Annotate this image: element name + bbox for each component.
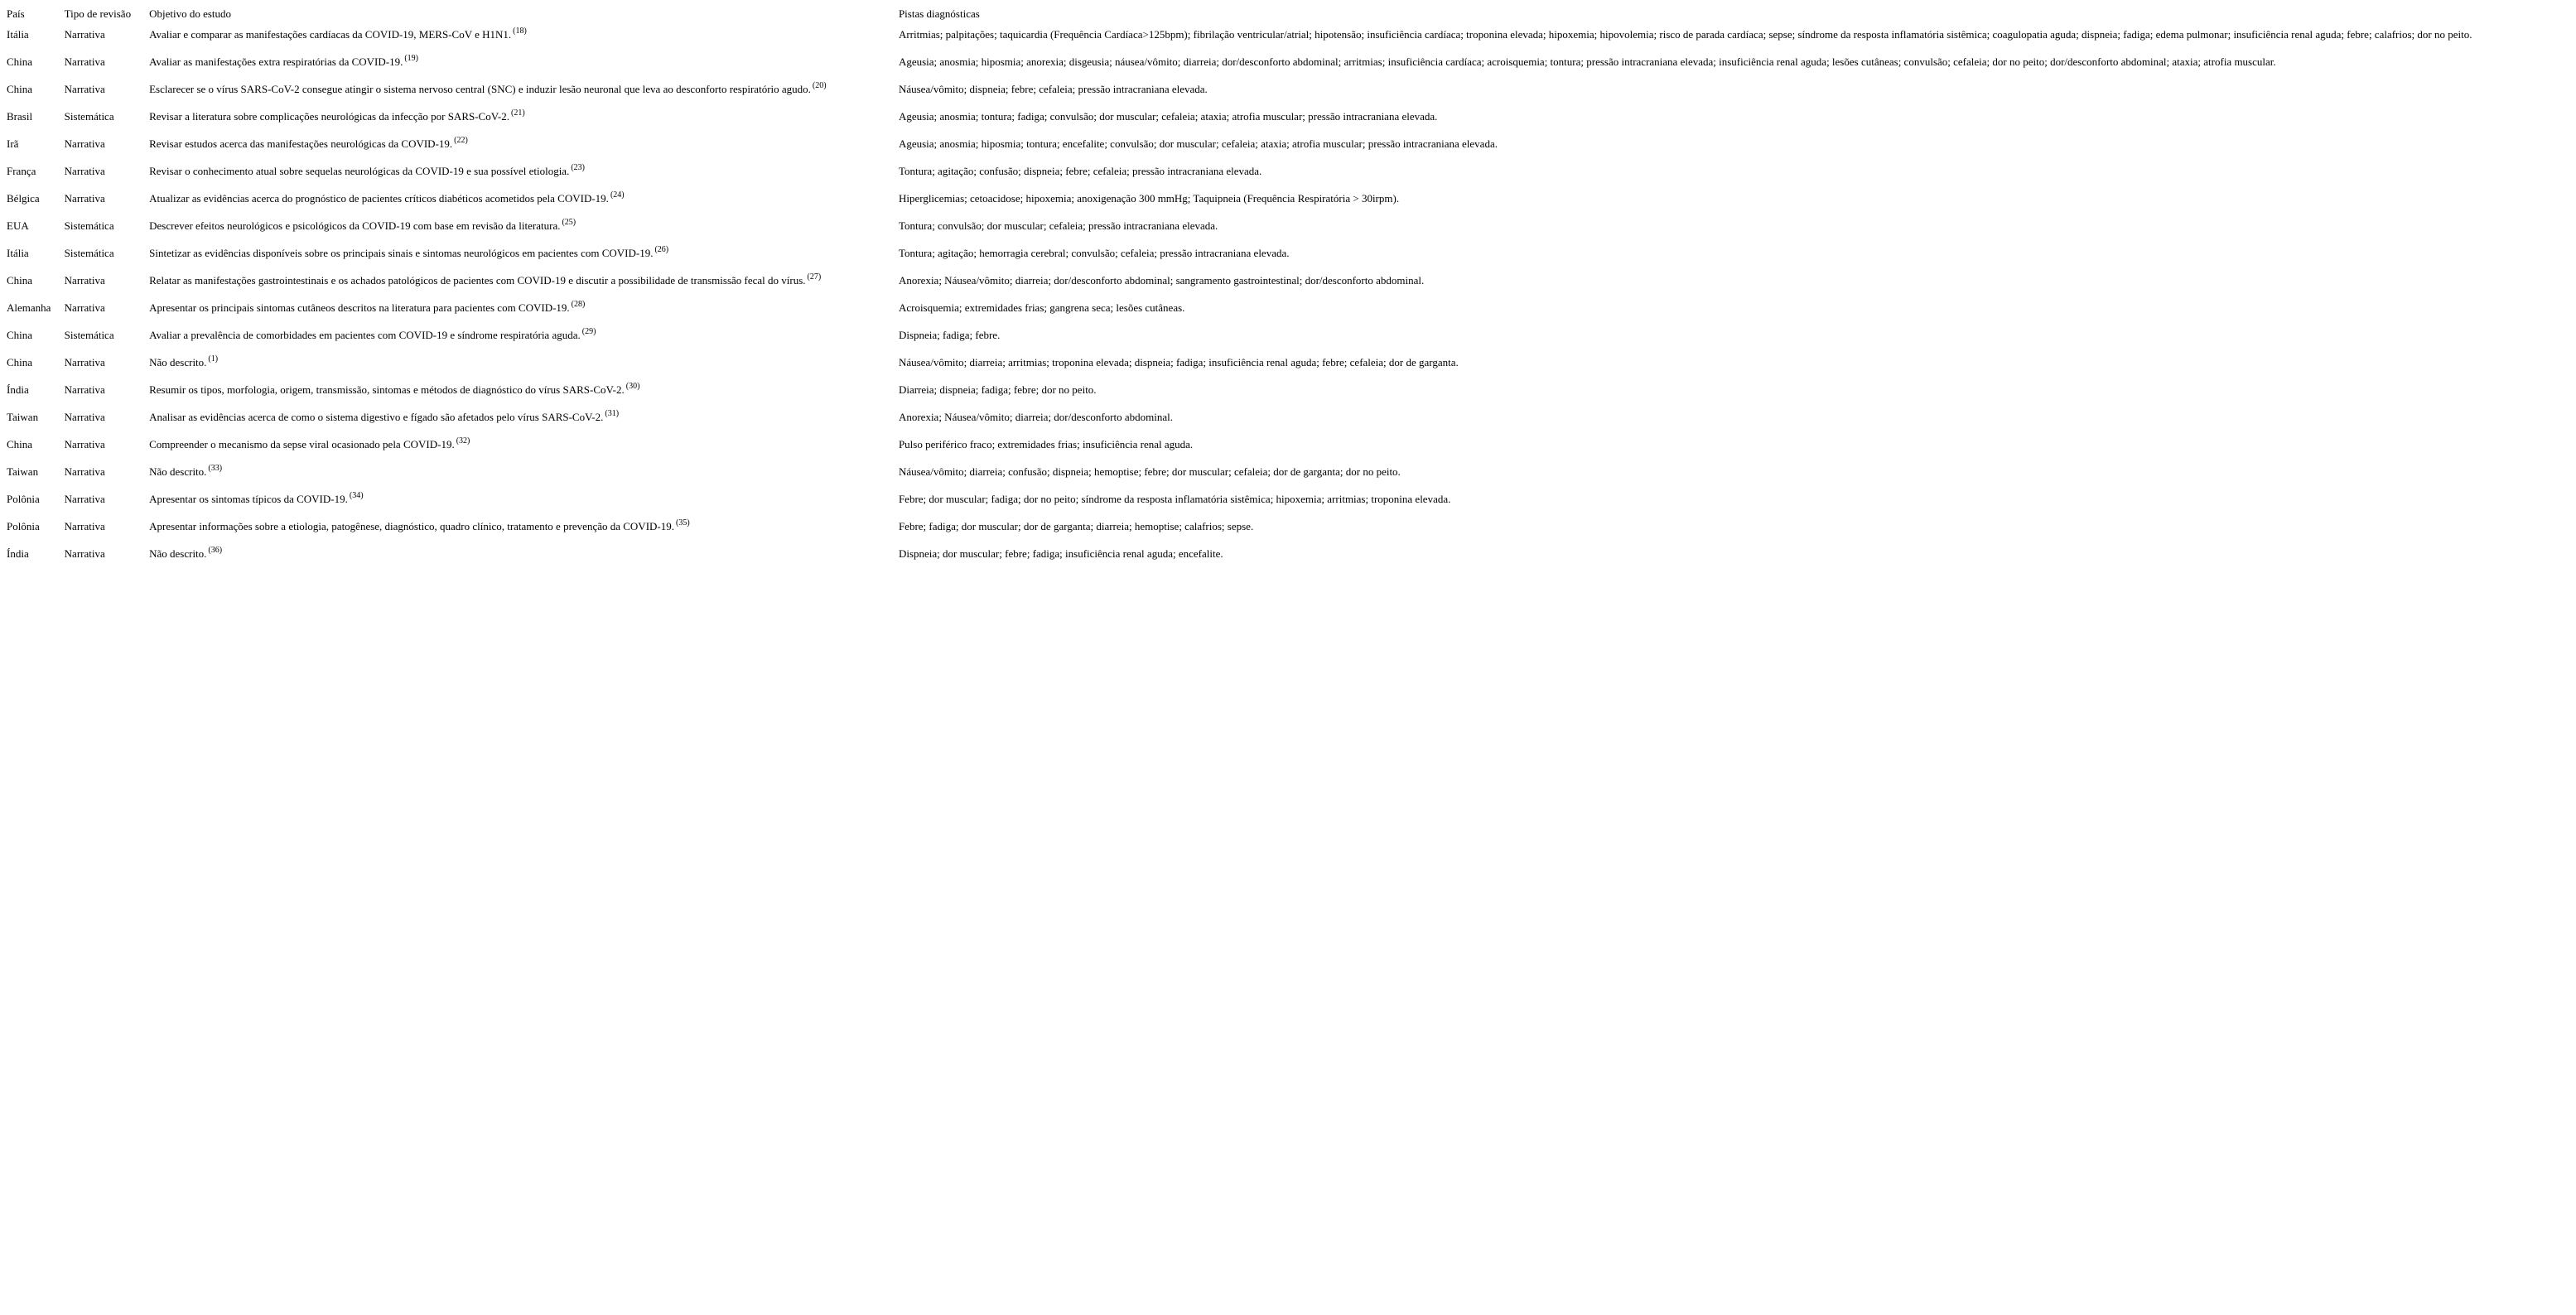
cell-clues: Dispneia; dor muscular; febre; fadiga; insuficiência renal aguda; encefalite.: [898, 547, 1223, 560]
reference-citation: (22): [454, 135, 468, 145]
reference-citation: (20): [812, 80, 827, 90]
table-row: [0, 490, 2576, 518]
cell-country: Índia: [7, 547, 29, 560]
cell-clues: Ageusia; anosmia; hiposmia; tontura; encefalite; convulsão; dor muscular; cefaleia; ataxia; atrofia muscular; pressão intracraniana elevada.: [898, 137, 1498, 150]
table-row: [0, 436, 2576, 463]
cell-objective: [142, 354, 892, 381]
objective-text: Revisar a literatura sobre complicações neurológicas da infecção por SARS-CoV-2.: [149, 110, 509, 123]
cell-country: Irã: [7, 137, 19, 150]
cell-clues: Náusea/vômito; dispneia; febre; cefaleia; pressão intracraniana elevada.: [898, 83, 1208, 95]
cell-clues: Anorexia; Náusea/vômito; diarreia; dor/desconforto abdominal; sangramento gastrointestinal; dor/desconforto abdominal.: [898, 274, 1425, 287]
cell-objective: [142, 518, 892, 545]
objective-text: Sintetizar as evidências disponíveis sobre os principais sinais e sintomas neurológicos em pacientes com COVID-19.: [149, 247, 654, 259]
cell-type: Narrativa: [64, 438, 105, 450]
cell-type: Narrativa: [64, 301, 105, 314]
reference-citation: (19): [404, 53, 419, 63]
header-country: País: [7, 7, 25, 20]
objective-text: Apresentar os principais sintomas cutâneos descritos na literatura para pacientes com COVID-19.: [149, 301, 570, 314]
objective-text: Revisar estudos acerca das manifestações neurológicas da COVID-19.: [149, 137, 453, 150]
header-objective: Objetivo do estudo: [149, 7, 232, 20]
reference-citation: (30): [625, 381, 640, 391]
table-body: [0, 26, 2576, 572]
objective-text: Apresentar os sintomas típicos da COVID-19.: [149, 493, 348, 505]
reference-citation: (23): [571, 162, 586, 172]
cell-country: China: [7, 438, 33, 450]
cell-objective: [142, 217, 892, 244]
cell-clues: Hiperglicemias; cetoacidose; hipoxemia; anoxigenação 300 mmHg; Taquipneia (Frequência Respiratória > 30irpm).: [898, 192, 1400, 205]
cell-objective: [142, 299, 892, 326]
cell-objective: [142, 26, 892, 53]
cell-objective: [142, 381, 892, 408]
reference-citation: (32): [456, 436, 470, 446]
header-clues: Pistas diagnósticas: [898, 7, 980, 20]
table-row: [0, 354, 2576, 381]
cell-type: Narrativa: [64, 493, 105, 505]
cell-clues: Tontura; agitação; confusão; dispneia; febre; cefaleia; pressão intracraniana elevada.: [898, 165, 1262, 177]
cell-type: Narrativa: [64, 356, 105, 368]
cell-type: Narrativa: [64, 465, 105, 478]
cell-objective: [142, 162, 892, 190]
table-row: [0, 326, 2576, 354]
header-type: Tipo de revisão: [64, 7, 132, 20]
objective-text: Descrever efeitos neurológicos e psicológicos da COVID-19 com base em revisão da literatura.: [149, 219, 561, 232]
objective-text: Avaliar a prevalência de comorbidades em pacientes com COVID-19 e síndrome respiratória aguda.: [149, 329, 581, 341]
cell-type: Narrativa: [64, 165, 105, 177]
cell-country: Itália: [7, 247, 29, 259]
cell-country: China: [7, 274, 33, 287]
cell-country: China: [7, 329, 33, 341]
cell-objective: [142, 190, 892, 217]
reference-citation: (36): [208, 545, 223, 555]
table-row: [0, 26, 2576, 53]
cell-objective: [142, 272, 892, 299]
table-row: [0, 80, 2576, 108]
cell-country: Taiwan: [7, 411, 39, 423]
cell-country: Índia: [7, 383, 29, 396]
cell-type: Narrativa: [64, 192, 105, 205]
cell-objective: [142, 490, 892, 518]
cell-country: Bélgica: [7, 192, 40, 205]
table-row: [0, 299, 2576, 326]
cell-objective: [142, 408, 892, 436]
cell-country: EUA: [7, 219, 29, 232]
cell-clues: Diarreia; dispneia; fadiga; febre; dor no peito.: [898, 383, 1097, 396]
objective-text: Não descrito.: [149, 547, 207, 560]
objective-text: Não descrito.: [149, 465, 207, 478]
cell-clues: Acroisquemia; extremidades frias; gangrena seca; lesões cutâneas.: [898, 301, 1185, 314]
reference-citation: (21): [511, 108, 525, 118]
cell-objective: [142, 80, 892, 108]
cell-clues: Tontura; convulsão; dor muscular; cefaleia; pressão intracraniana elevada.: [898, 219, 1218, 232]
cell-objective: [142, 135, 892, 162]
cell-type: Narrativa: [64, 411, 105, 423]
cell-objective: [142, 463, 892, 490]
cell-type: Narrativa: [64, 547, 105, 560]
objective-text: Esclarecer se o vírus SARS-CoV-2 consegue atingir o sistema nervoso central (SNC) e induzir lesão neuronal que leva ao desconforto respiratório agudo.: [149, 83, 811, 95]
cell-clues: Náusea/vômito; diarreia; confusão; dispneia; hemoptise; febre; dor muscular; cefaleia; dor de garganta; dor no peito.: [898, 465, 1401, 478]
table-row: [0, 162, 2576, 190]
review-table: [0, 5, 2576, 572]
table-row: [0, 463, 2576, 490]
cell-clues: Anorexia; Náusea/vômito; diarreia; dor/desconforto abdominal.: [898, 411, 1173, 423]
cell-objective: [142, 53, 892, 80]
cell-type: Narrativa: [64, 137, 105, 150]
cell-country: Alemanha: [7, 301, 51, 314]
cell-type: Sistemática: [64, 329, 114, 341]
cell-type: Sistemática: [64, 110, 114, 123]
cell-type: Sistemática: [64, 219, 114, 232]
reference-citation: (33): [208, 463, 223, 473]
cell-country: França: [7, 165, 36, 177]
objective-text: Apresentar informações sobre a etiologia, patogênese, diagnóstico, quadro clínico, tratamento e prevenção da COVID-19.: [149, 520, 674, 532]
reference-citation: (27): [807, 272, 822, 282]
cell-clues: Febre; dor muscular; fadiga; dor no peito; síndrome da resposta inflamatória sistêmica; hipoxemia; arritmias; troponina elevada.: [898, 493, 1451, 505]
reference-citation: (34): [349, 490, 364, 500]
cell-country: Polônia: [7, 520, 40, 532]
cell-clues: Ageusia; anosmia; hiposmia; anorexia; disgeusia; náusea/vômito; diarreia; dor/desconforto abdominal; arritmias; insuficiência cardíaca; acroisquemia; tontura; pressão intracraniana elevada; insuficiência renal aguda; lesões cutâneas; convulsão; cefaleia; dor no peito; dor/desconforto abdominal; ataxia; atrofia muscular.: [898, 55, 2276, 68]
reference-citation: (29): [581, 326, 596, 336]
cell-objective: [142, 108, 892, 135]
reference-citation: (26): [654, 244, 669, 254]
cell-objective: [142, 326, 892, 354]
cell-country: Polônia: [7, 493, 40, 505]
table-row: [0, 53, 2576, 80]
cell-objective: [142, 545, 892, 572]
cell-country: China: [7, 55, 33, 68]
objective-text: Não descrito.: [149, 356, 207, 368]
table-row: [0, 217, 2576, 244]
reference-citation: (24): [610, 190, 625, 200]
cell-country: Brasil: [7, 110, 33, 123]
cell-country: China: [7, 83, 33, 95]
cell-type: Narrativa: [64, 274, 105, 287]
objective-text: Avaliar e comparar as manifestações cardíacas da COVID-19, MERS-CoV e H1N1.: [149, 28, 512, 41]
reference-citation: (1): [208, 354, 219, 364]
cell-clues: Náusea/vômito; diarreia; arritmias; troponina elevada; dispneia; fadiga; insuficiência renal aguda; febre; cefaleia; dor de garganta.: [898, 356, 1459, 368]
table-row: [0, 408, 2576, 436]
cell-type: Sistemática: [64, 247, 114, 259]
reference-citation: (18): [513, 26, 527, 36]
cell-clues: Tontura; agitação; hemorragia cerebral; convulsão; cefaleia; pressão intracraniana elevada.: [898, 247, 1290, 259]
objective-text: Relatar as manifestações gastrointestinais e os achados patológicos de pacientes com COVID-19 e discutir a possibilidade de transmissão fecal do vírus.: [149, 274, 806, 287]
objective-text: Compreender o mecanismo da sepse viral ocasionado pela COVID-19.: [149, 438, 455, 450]
cell-country: Taiwan: [7, 465, 39, 478]
cell-clues: Pulso periférico fraco; extremidades frias; insuficiência renal aguda.: [898, 438, 1194, 450]
reference-citation: (35): [676, 518, 690, 527]
objective-text: Revisar o conhecimento atual sobre sequelas neurológicas da COVID-19 e sua possível etiologia.: [149, 165, 570, 177]
cell-clues: Dispneia; fadiga; febre.: [898, 329, 1001, 341]
table-row: [0, 272, 2576, 299]
table-row: [0, 190, 2576, 217]
reference-citation: (28): [571, 299, 586, 309]
table-row: [0, 381, 2576, 408]
cell-type: Narrativa: [64, 520, 105, 532]
cell-type: Narrativa: [64, 28, 105, 41]
reference-citation: (31): [605, 408, 620, 418]
cell-objective: [142, 436, 892, 463]
objective-text: Analisar as evidências acerca de como o sistema digestivo e fígado são afetados pelo vírus SARS-CoV-2.: [149, 411, 604, 423]
cell-type: Narrativa: [64, 55, 105, 68]
table-row: [0, 135, 2576, 162]
table-row: [0, 108, 2576, 135]
objective-text: Atualizar as evidências acerca do prognóstico de pacientes críticos diabéticos acometidos pela COVID-19.: [149, 192, 609, 205]
cell-clues: Febre; fadiga; dor muscular; dor de garganta; diarreia; hemoptise; calafrios; sepse.: [898, 520, 1254, 532]
objective-text: Avaliar as manifestações extra respiratórias da COVID-19.: [149, 55, 403, 68]
table-row: [0, 518, 2576, 545]
table-row: [0, 545, 2576, 572]
cell-country: China: [7, 356, 33, 368]
cell-type: Narrativa: [64, 83, 105, 95]
cell-clues: Arritmias; palpitações; taquicardia (Frequência Cardíaca>125bpm); fibrilação ventricular/atrial; hipotensão; insuficiência cardíaca; troponina elevada; hipoxemia; hipovolemia; risco de parada cardíaca; sepse; síndrome da resposta inflamatória sistêmica; coagulopatia aguda; dispneia; fadiga; edema pulmonar; insuficiência renal aguda; febre; calafrios; dor no peito.: [898, 28, 2472, 41]
cell-type: Narrativa: [64, 383, 105, 396]
table-row: [0, 244, 2576, 272]
table-header: [0, 5, 2576, 26]
cell-objective: [142, 244, 892, 272]
cell-clues: Ageusia; anosmia; tontura; fadiga; convulsão; dor muscular; cefaleia; ataxia; atrofia muscular; pressão intracraniana elevada.: [898, 110, 1438, 123]
cell-country: Itália: [7, 28, 29, 41]
objective-text: Resumir os tipos, morfologia, origem, transmissão, sintomas e métodos de diagnóstico do vírus SARS-CoV-2.: [149, 383, 625, 396]
header-row: [0, 5, 2576, 26]
reference-citation: (25): [562, 217, 576, 227]
